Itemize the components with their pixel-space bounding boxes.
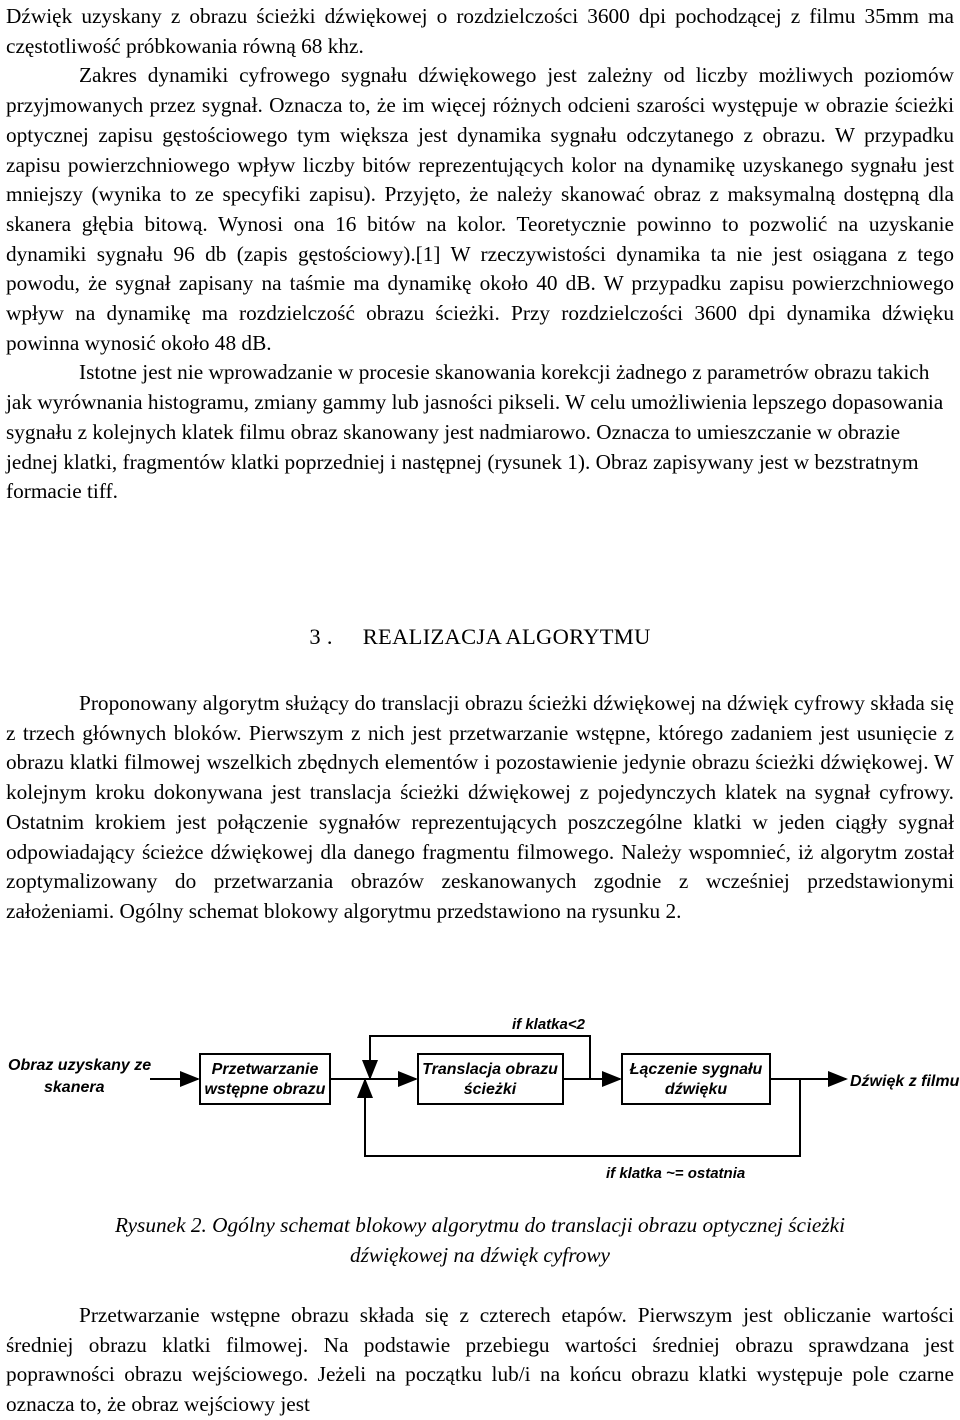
loop-bottom-condition: if klatka ~= ostatnia (606, 1165, 746, 1182)
paragraph-preprocessing-stages: Przetwarzanie wstępne obrazu składa się z czterech etapów. Pierwszym jest obliczanie wartości średniej obrazu klatki filmowej. Na podstawie przebiegu wartości średniej obrazu sprawdzana jest poprawności obrazu wejściowego. Jeżeli na początku lub/i na końcu obrazu klatki występuje pole czarne oznacza to, że obraz wejściowy jest (6, 1303, 954, 1417)
input-label-line2: skanera (44, 1079, 105, 1096)
block-diagram (0, 1008, 960, 1193)
text-section-upper (6, 2, 954, 507)
section-title: REALIZACJA ALGORYTMU (362, 624, 651, 649)
figure-caption-line2: dźwiękowej na dźwięk cyfrowy (349, 1242, 611, 1267)
box-preprocessing-line1: Przetwarzanie (211, 1061, 319, 1078)
loop-bottom-line (365, 1079, 800, 1156)
paragraph-scanning-correction: Istotne jest nie wprowadzanie w procesie skanowania korekcji żadnego z parametrów obrazu takich jak wyrównania histogramu, zmiany gammy lub jasności pikseli. W celu umożliwienia lepszego dopasowania sygnału z kolejnych klatek filmu obraz skanowany jest nadmiarowo. Oznacza to umieszczanie w obrazie jednej klatki, fragmentów klatki poprzedniej i następnej (rysunek 1). Obraz zapisywany jest w bezstratnym formacie tiff. (6, 360, 944, 504)
block-diagram-svg (0, 1008, 960, 1193)
section-heading (0, 624, 960, 650)
box-joining-line1: Łączenie sygnału (629, 1061, 763, 1078)
figure-caption (0, 1211, 960, 1270)
figure-caption-line1: Rysunek 2. Ogólny schemat blokowy algorytmu do translacji obrazu optycznej ścieżki (114, 1213, 846, 1237)
box-preprocessing-line2: wstępne obrazu (204, 1081, 326, 1098)
section-number: 3 . (309, 624, 333, 649)
box-translation-line2: ścieżki (463, 1081, 517, 1098)
box-joining-line2: dźwięku (664, 1081, 728, 1098)
text-section-lower (6, 1301, 954, 1420)
output-label: Dźwięk z filmu (850, 1073, 960, 1090)
paragraph-sampling-rate: Dźwięk uzyskany z obrazu ścieżki dźwiękowej o rozdzielczości 3600 dpi pochodzącej z filmu 35mm ma częstotliwość próbkowania równą 68 khz. (6, 4, 954, 58)
loop-top-condition: if klatka<2 (512, 1016, 585, 1033)
paragraph-algorithm-overview: Proponowany algorytm służący do translacji obrazu ścieżki dźwiękowej na dźwięk cyfrowy składa się z trzech głównych bloków. Pierwszym z nich jest przetwarzanie wstępne, którego zadaniem jest usunięcie z obrazu klatki filmowej wszelkich zbędnych elementów i pozostawienie jedynie obrazu ścieżki dźwiękowej. W kolejnym kroku dokonywana jest translacja ścieżki dźwiękowej z pojedynczych klatek na sygnał cyfrowy. Ostatnim krokiem jest połączenie sygnałów reprezentujących poszczególne klatki w jeden ciągły sygnał odpowiadający ścieżce dźwiękowej dla danego fragmentu filmowego. Należy wspomnieć, iż algorytm został zoptymalizowany do przetwarzania obrazów zeskanowanych zgodnie z wcześniej przedstawionymi założeniami. Ogólny schemat blokowy algorytmu przedstawiono na rysunku 2. (6, 691, 954, 923)
input-label-line1: Obraz uzyskany ze (8, 1057, 152, 1074)
text-section-algorithm (6, 689, 954, 927)
box-translation-line1: Translacja obrazu (422, 1061, 558, 1078)
paragraph-dynamic-range: Zakres dynamiki cyfrowego sygnału dźwiękowego jest zależny od liczby możliwych poziomów przyjmowanych przez sygnał. Oznacza to, że im więcej różnych odcieni szarości występuje w obrazie ścieżki optycznej zapisu gęstościowego tym większa jest dynamika sygnału odczytanego z obrazu. W przypadku zapisu powierzchniowego wpływ liczby bitów reprezentujących kolor na dynamikę uzyskanego sygnału jest mniejszy (wynika to ze specyfiki zapisu). Przyjęto, że należy skanować obraz z maksymalną dostępną dla skanera głębia bitową. Wynosi ona 16 bitów na kolor. Teoretycznie powinno to pozwolić na uzyskanie dynamiki sygnału 96 db (zapis gęstościowy).[1] W rzeczywistości dynamika ta nie jest osiągana z tego powodu, że sygnał zapisany na taśmie ma dynamikę około 40 dB. W przypadku zapisu powierzchniowego wpływ na dynamikę ma rozdzielczość obrazu ścieżki. Przy rozdzielczości 3600 dpi dynamika dźwięku powinna wynosić około 48 dB. (6, 63, 954, 355)
